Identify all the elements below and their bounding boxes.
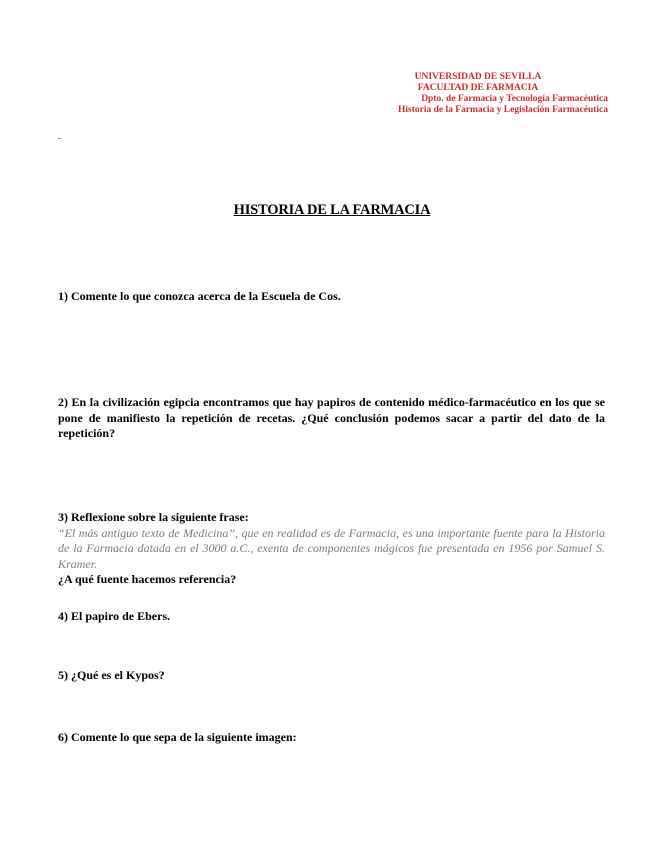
question-2: 2) En la civilización egipcia encontramos que hay papiros de contenido médico-farmacéutico en los que se pone de manifiesto la repetición de recetas. ¿Qué conclusión podemos sacar a partir del dato de la repetición? bbox=[58, 395, 605, 440]
stray-mark bbox=[58, 138, 61, 139]
department-name: Dpto. de Farmacia y Tecnología Farmacéutica bbox=[421, 94, 608, 104]
question-3-prompt: ¿A qué fuente hacemos referencia? bbox=[58, 572, 237, 586]
question-4: 4) El papiro de Ebers. bbox=[58, 609, 171, 623]
question-3-intro: 3) Reflexione sobre la siguiente frase: bbox=[58, 510, 249, 524]
university-name: UNIVERSIDAD DE SEVILLA bbox=[414, 72, 542, 82]
question-3-quote: “El más antiguo texto de Medicina”, que en realidad es de Farmacia, es una importante fuente para la Historia de la Farmacia datada en el 3000 a.C., exenta de componentes mágicos fue presentada en 1956 por Samuel S. Kramer. bbox=[58, 525, 605, 571]
page-title: HISTORIA DE LA FARMACIA bbox=[233, 202, 431, 218]
question-5: 5) ¿Qué es el Kypos? bbox=[58, 668, 165, 682]
question-3 bbox=[58, 510, 605, 588]
subject-area: Historia de la Farmacia y Legislación Farmacéutica bbox=[397, 105, 608, 115]
question-1: 1) Comente lo que conozca acerca de la Escuela de Cos. bbox=[58, 289, 341, 303]
faculty-name: FACULTAD DE FARMACIA bbox=[417, 83, 539, 93]
institution-header bbox=[348, 72, 608, 116]
question-6: 6) Comente lo que sepa de la siguiente imagen: bbox=[58, 730, 297, 744]
